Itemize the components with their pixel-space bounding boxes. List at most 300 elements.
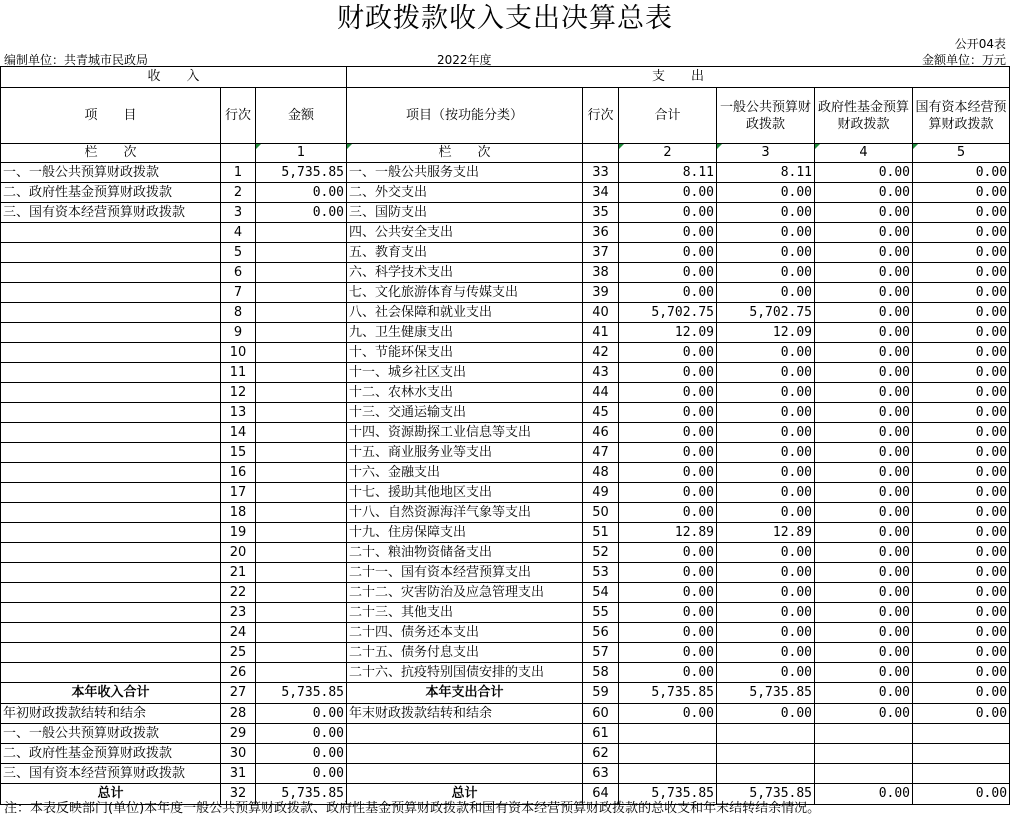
expense-total bbox=[619, 764, 717, 784]
expense-item: 二十五、债务付息支出 bbox=[347, 643, 583, 663]
income-item: 总计 bbox=[1, 784, 221, 805]
index-1: 1 bbox=[256, 144, 347, 163]
expense-state-capital: 0.00 bbox=[913, 463, 1010, 483]
expense-gov-fund: 0.00 bbox=[815, 583, 913, 603]
income-item: 三、国有资本经营预算财政拨款 bbox=[1, 764, 221, 784]
income-line-no: 7 bbox=[221, 283, 256, 303]
income-amount bbox=[256, 563, 347, 583]
col-header-func-item: 项目（按功能分类） bbox=[347, 88, 583, 144]
expense-item bbox=[347, 744, 583, 764]
expense-gov-fund: 0.00 bbox=[815, 383, 913, 403]
expense-line-no: 33 bbox=[583, 163, 619, 183]
income-amount bbox=[256, 403, 347, 423]
expense-gov-fund: 0.00 bbox=[815, 163, 913, 183]
expense-line-no: 60 bbox=[583, 704, 619, 724]
income-item: 一、一般公共预算财政拨款 bbox=[1, 724, 221, 744]
income-amount bbox=[256, 523, 347, 543]
table-row bbox=[1, 704, 1010, 724]
expense-item: 本年支出合计 bbox=[347, 683, 583, 704]
expense-item bbox=[347, 764, 583, 784]
income-line-no: 23 bbox=[221, 603, 256, 623]
income-item: 本年收入合计 bbox=[1, 683, 221, 704]
expense-general-budget: 12.89 bbox=[717, 523, 815, 543]
income-item: 三、国有资本经营预算财政拨款 bbox=[1, 203, 221, 223]
expense-item: 四、公共安全支出 bbox=[347, 223, 583, 243]
expense-total: 5,735.85 bbox=[619, 784, 717, 805]
table-row bbox=[1, 663, 1010, 683]
expense-item: 十、节能环保支出 bbox=[347, 343, 583, 363]
expense-general-budget: 0.00 bbox=[717, 203, 815, 223]
income-amount: 0.00 bbox=[256, 744, 347, 764]
expense-gov-fund bbox=[815, 744, 913, 764]
expense-line-no: 45 bbox=[583, 403, 619, 423]
income-amount: 0.00 bbox=[256, 764, 347, 784]
income-amount bbox=[256, 423, 347, 443]
income-amount: 5,735.85 bbox=[256, 163, 347, 183]
col-header-line2: 行次 bbox=[583, 88, 619, 144]
expense-total: 0.00 bbox=[619, 383, 717, 403]
table-row bbox=[1, 243, 1010, 263]
income-amount bbox=[256, 243, 347, 263]
expense-state-capital: 0.00 bbox=[913, 563, 1010, 583]
income-line-no: 18 bbox=[221, 503, 256, 523]
expense-state-capital: 0.00 bbox=[913, 203, 1010, 223]
table-row bbox=[1, 223, 1010, 243]
expense-item: 十九、住房保障支出 bbox=[347, 523, 583, 543]
expense-item: 九、卫生健康支出 bbox=[347, 323, 583, 343]
index-5: 5 bbox=[913, 144, 1010, 163]
expense-line-no: 57 bbox=[583, 643, 619, 663]
income-amount bbox=[256, 303, 347, 323]
index-row-blank-2 bbox=[583, 144, 619, 163]
table-row bbox=[1, 203, 1010, 223]
table-row bbox=[1, 263, 1010, 283]
expense-general-budget: 0.00 bbox=[717, 423, 815, 443]
expense-general-budget bbox=[717, 744, 815, 764]
income-item bbox=[1, 523, 221, 543]
expense-total: 0.00 bbox=[619, 583, 717, 603]
expense-general-budget: 0.00 bbox=[717, 223, 815, 243]
expense-item: 八、社会保障和就业支出 bbox=[347, 303, 583, 323]
income-line-no: 20 bbox=[221, 543, 256, 563]
expense-state-capital bbox=[913, 724, 1010, 744]
expense-line-no: 64 bbox=[583, 784, 619, 805]
income-item bbox=[1, 363, 221, 383]
expense-gov-fund: 0.00 bbox=[815, 343, 913, 363]
expense-line-no: 38 bbox=[583, 263, 619, 283]
expense-total: 0.00 bbox=[619, 603, 717, 623]
index-2: 2 bbox=[619, 144, 717, 163]
expense-total: 0.00 bbox=[619, 223, 717, 243]
expense-item bbox=[347, 724, 583, 744]
income-line-no: 21 bbox=[221, 563, 256, 583]
table-row bbox=[1, 683, 1010, 704]
expense-line-no: 37 bbox=[583, 243, 619, 263]
col-header-total: 合计 bbox=[619, 88, 717, 144]
expense-general-budget: 0.00 bbox=[717, 704, 815, 724]
expense-line-no: 63 bbox=[583, 764, 619, 784]
col-header-item: 项 目 bbox=[1, 88, 221, 144]
income-line-no: 31 bbox=[221, 764, 256, 784]
income-item bbox=[1, 463, 221, 483]
expense-state-capital: 0.00 bbox=[913, 483, 1010, 503]
expense-item: 十六、金融支出 bbox=[347, 463, 583, 483]
income-amount bbox=[256, 363, 347, 383]
expense-gov-fund: 0.00 bbox=[815, 683, 913, 704]
expense-general-budget: 0.00 bbox=[717, 183, 815, 203]
expense-item: 十三、交通运输支出 bbox=[347, 403, 583, 423]
income-line-no: 19 bbox=[221, 523, 256, 543]
expense-item: 二十三、其他支出 bbox=[347, 603, 583, 623]
expense-section-header: 支 出 bbox=[347, 67, 1010, 88]
income-amount bbox=[256, 603, 347, 623]
expense-total: 0.00 bbox=[619, 543, 717, 563]
fiscal-year: 2022年度 bbox=[437, 53, 492, 67]
expense-gov-fund: 0.00 bbox=[815, 183, 913, 203]
income-amount: 0.00 bbox=[256, 203, 347, 223]
income-item: 二、政府性基金预算财政拨款 bbox=[1, 744, 221, 764]
expense-general-budget: 0.00 bbox=[717, 563, 815, 583]
expense-general-budget: 0.00 bbox=[717, 283, 815, 303]
income-line-no: 5 bbox=[221, 243, 256, 263]
income-item bbox=[1, 383, 221, 403]
budget-summary-table bbox=[0, 66, 1010, 805]
expense-line-no: 61 bbox=[583, 724, 619, 744]
expense-state-capital: 0.00 bbox=[913, 383, 1010, 403]
income-item bbox=[1, 283, 221, 303]
expense-item: 十四、资源勘探工业信息等支出 bbox=[347, 423, 583, 443]
income-section-header: 收 入 bbox=[1, 67, 347, 88]
expense-item: 一、一般公共服务支出 bbox=[347, 163, 583, 183]
expense-general-budget bbox=[717, 724, 815, 744]
expense-state-capital: 0.00 bbox=[913, 443, 1010, 463]
income-item bbox=[1, 543, 221, 563]
expense-total: 0.00 bbox=[619, 483, 717, 503]
expense-gov-fund bbox=[815, 724, 913, 744]
income-item bbox=[1, 563, 221, 583]
expense-gov-fund: 0.00 bbox=[815, 303, 913, 323]
form-number: 公开04表 bbox=[954, 37, 1006, 51]
expense-item: 十七、援助其他地区支出 bbox=[347, 483, 583, 503]
expense-general-budget: 0.00 bbox=[717, 623, 815, 643]
income-item bbox=[1, 583, 221, 603]
expense-gov-fund: 0.00 bbox=[815, 363, 913, 383]
table-row bbox=[1, 383, 1010, 403]
expense-state-capital: 0.00 bbox=[913, 283, 1010, 303]
income-amount: 0.00 bbox=[256, 183, 347, 203]
expense-item: 二十、粮油物资储备支出 bbox=[347, 543, 583, 563]
table-row bbox=[1, 343, 1010, 363]
income-item bbox=[1, 663, 221, 683]
expense-item: 二十四、债务还本支出 bbox=[347, 623, 583, 643]
expense-line-no: 42 bbox=[583, 343, 619, 363]
expense-total: 0.00 bbox=[619, 343, 717, 363]
expense-total: 0.00 bbox=[619, 403, 717, 423]
index-row-label: 栏 次 bbox=[1, 144, 221, 163]
expense-gov-fund: 0.00 bbox=[815, 223, 913, 243]
expense-total: 0.00 bbox=[619, 623, 717, 643]
income-item bbox=[1, 323, 221, 343]
expense-total bbox=[619, 724, 717, 744]
table-row bbox=[1, 744, 1010, 764]
expense-state-capital: 0.00 bbox=[913, 363, 1010, 383]
col-header-fund: 政府性基金预算财政拨款 bbox=[815, 88, 913, 144]
expense-total: 12.09 bbox=[619, 323, 717, 343]
expense-item: 二、外交支出 bbox=[347, 183, 583, 203]
expense-total: 0.00 bbox=[619, 263, 717, 283]
expense-gov-fund bbox=[815, 764, 913, 784]
expense-gov-fund: 0.00 bbox=[815, 403, 913, 423]
expense-total: 0.00 bbox=[619, 183, 717, 203]
expense-line-no: 58 bbox=[583, 663, 619, 683]
income-amount bbox=[256, 443, 347, 463]
expense-line-no: 62 bbox=[583, 744, 619, 764]
expense-line-no: 52 bbox=[583, 543, 619, 563]
income-line-no: 4 bbox=[221, 223, 256, 243]
expense-state-capital: 0.00 bbox=[913, 623, 1010, 643]
expense-gov-fund: 0.00 bbox=[815, 243, 913, 263]
expense-gov-fund: 0.00 bbox=[815, 323, 913, 343]
expense-line-no: 59 bbox=[583, 683, 619, 704]
income-amount bbox=[256, 323, 347, 343]
income-line-no: 10 bbox=[221, 343, 256, 363]
expense-state-capital: 0.00 bbox=[913, 403, 1010, 423]
col-header-state: 国有资本经营预算财政拨款 bbox=[913, 88, 1010, 144]
expense-gov-fund: 0.00 bbox=[815, 283, 913, 303]
table-row bbox=[1, 523, 1010, 543]
table-row bbox=[1, 724, 1010, 744]
expense-general-budget: 5,702.75 bbox=[717, 303, 815, 323]
expense-general-budget: 0.00 bbox=[717, 583, 815, 603]
expense-general-budget: 0.00 bbox=[717, 343, 815, 363]
expense-general-budget: 0.00 bbox=[717, 543, 815, 563]
expense-line-no: 49 bbox=[583, 483, 619, 503]
income-item: 一、一般公共预算财政拨款 bbox=[1, 163, 221, 183]
income-item bbox=[1, 303, 221, 323]
income-amount bbox=[256, 543, 347, 563]
expense-total: 0.00 bbox=[619, 423, 717, 443]
income-line-no: 15 bbox=[221, 443, 256, 463]
expense-state-capital: 0.00 bbox=[913, 163, 1010, 183]
reporting-unit: 编制单位：共青城市民政局 bbox=[4, 53, 149, 67]
expense-total: 0.00 bbox=[619, 203, 717, 223]
income-line-no: 29 bbox=[221, 724, 256, 744]
table-row bbox=[1, 283, 1010, 303]
expense-state-capital: 0.00 bbox=[913, 263, 1010, 283]
expense-line-no: 50 bbox=[583, 503, 619, 523]
table-row bbox=[1, 323, 1010, 343]
expense-state-capital: 0.00 bbox=[913, 663, 1010, 683]
expense-state-capital: 0.00 bbox=[913, 543, 1010, 563]
expense-general-budget: 0.00 bbox=[717, 663, 815, 683]
expense-total: 12.89 bbox=[619, 523, 717, 543]
income-amount bbox=[256, 623, 347, 643]
expense-item: 三、国防支出 bbox=[347, 203, 583, 223]
footnote: 注：本表反映部门(单位)本年度一般公共预算财政拨款、政府性基金预算财政拨款和国有资本经营预算财政拨款的总收支和年末结转结余情况。 bbox=[4, 801, 821, 816]
expense-state-capital: 0.00 bbox=[913, 643, 1010, 663]
expense-gov-fund: 0.00 bbox=[815, 643, 913, 663]
expense-item: 十五、商业服务业等支出 bbox=[347, 443, 583, 463]
income-amount: 5,735.85 bbox=[256, 683, 347, 704]
income-item bbox=[1, 443, 221, 463]
expense-line-no: 43 bbox=[583, 363, 619, 383]
expense-gov-fund: 0.00 bbox=[815, 623, 913, 643]
table-row bbox=[1, 603, 1010, 623]
expense-total: 0.00 bbox=[619, 283, 717, 303]
expense-state-capital: 0.00 bbox=[913, 323, 1010, 343]
income-line-no: 17 bbox=[221, 483, 256, 503]
expense-total: 0.00 bbox=[619, 503, 717, 523]
income-line-no: 9 bbox=[221, 323, 256, 343]
income-line-no: 25 bbox=[221, 643, 256, 663]
table-row bbox=[1, 363, 1010, 383]
expense-line-no: 39 bbox=[583, 283, 619, 303]
table-row bbox=[1, 443, 1010, 463]
expense-state-capital: 0.00 bbox=[913, 423, 1010, 443]
income-line-no: 6 bbox=[221, 263, 256, 283]
expense-line-no: 40 bbox=[583, 303, 619, 323]
expense-line-no: 55 bbox=[583, 603, 619, 623]
col-header-general: 一般公共预算财政拨款 bbox=[717, 88, 815, 144]
expense-item: 总计 bbox=[347, 784, 583, 805]
table-row bbox=[1, 303, 1010, 323]
income-item bbox=[1, 423, 221, 443]
income-amount bbox=[256, 503, 347, 523]
expense-state-capital bbox=[913, 744, 1010, 764]
income-item bbox=[1, 403, 221, 423]
expense-state-capital: 0.00 bbox=[913, 784, 1010, 805]
expense-state-capital: 0.00 bbox=[913, 183, 1010, 203]
income-line-no: 13 bbox=[221, 403, 256, 423]
expense-gov-fund: 0.00 bbox=[815, 203, 913, 223]
table-row bbox=[1, 623, 1010, 643]
table-row bbox=[1, 583, 1010, 603]
expense-general-budget: 5,735.85 bbox=[717, 683, 815, 704]
income-item bbox=[1, 643, 221, 663]
income-amount bbox=[256, 263, 347, 283]
income-amount bbox=[256, 343, 347, 363]
expense-line-no: 34 bbox=[583, 183, 619, 203]
income-line-no: 2 bbox=[221, 183, 256, 203]
expense-gov-fund: 0.00 bbox=[815, 423, 913, 443]
expense-state-capital: 0.00 bbox=[913, 243, 1010, 263]
expense-state-capital: 0.00 bbox=[913, 704, 1010, 724]
index-4: 4 bbox=[815, 144, 913, 163]
expense-line-no: 47 bbox=[583, 443, 619, 463]
income-item bbox=[1, 263, 221, 283]
income-line-no: 1 bbox=[221, 163, 256, 183]
income-line-no: 24 bbox=[221, 623, 256, 643]
expense-gov-fund: 0.00 bbox=[815, 463, 913, 483]
expense-total: 0.00 bbox=[619, 443, 717, 463]
expense-gov-fund: 0.00 bbox=[815, 663, 913, 683]
expense-general-budget: 0.00 bbox=[717, 403, 815, 423]
expense-general-budget: 8.11 bbox=[717, 163, 815, 183]
table-row bbox=[1, 543, 1010, 563]
expense-item: 十一、城乡社区支出 bbox=[347, 363, 583, 383]
expense-gov-fund: 0.00 bbox=[815, 543, 913, 563]
expense-state-capital: 0.00 bbox=[913, 223, 1010, 243]
table-row bbox=[1, 423, 1010, 443]
expense-state-capital: 0.00 bbox=[913, 503, 1010, 523]
expense-state-capital bbox=[913, 764, 1010, 784]
income-amount bbox=[256, 643, 347, 663]
expense-state-capital: 0.00 bbox=[913, 583, 1010, 603]
expense-item: 六、科学技术支出 bbox=[347, 263, 583, 283]
income-amount bbox=[256, 283, 347, 303]
table-row bbox=[1, 403, 1010, 423]
income-amount bbox=[256, 583, 347, 603]
expense-line-no: 54 bbox=[583, 583, 619, 603]
index-3: 3 bbox=[717, 144, 815, 163]
table-row bbox=[1, 643, 1010, 663]
report-title: 财政拨款收入支出决算总表 bbox=[337, 3, 673, 34]
expense-general-budget: 0.00 bbox=[717, 463, 815, 483]
expense-general-budget: 0.00 bbox=[717, 263, 815, 283]
income-amount: 0.00 bbox=[256, 704, 347, 724]
expense-gov-fund: 0.00 bbox=[815, 603, 913, 623]
expense-total: 0.00 bbox=[619, 663, 717, 683]
expense-state-capital: 0.00 bbox=[913, 683, 1010, 704]
expense-line-no: 56 bbox=[583, 623, 619, 643]
income-line-no: 16 bbox=[221, 463, 256, 483]
expense-line-no: 44 bbox=[583, 383, 619, 403]
index-row-blank bbox=[221, 144, 256, 163]
income-item bbox=[1, 243, 221, 263]
income-line-no: 32 bbox=[221, 784, 256, 805]
col-header-line: 行次 bbox=[221, 88, 256, 144]
income-line-no: 12 bbox=[221, 383, 256, 403]
expense-line-no: 46 bbox=[583, 423, 619, 443]
expense-gov-fund: 0.00 bbox=[815, 704, 913, 724]
table-row bbox=[1, 483, 1010, 503]
expense-general-budget: 0.00 bbox=[717, 603, 815, 623]
expense-general-budget: 0.00 bbox=[717, 383, 815, 403]
income-line-no: 3 bbox=[221, 203, 256, 223]
income-item bbox=[1, 623, 221, 643]
expense-item: 二十六、抗疫特别国债安排的支出 bbox=[347, 663, 583, 683]
expense-general-budget: 0.00 bbox=[717, 483, 815, 503]
expense-item: 七、文化旅游体育与传媒支出 bbox=[347, 283, 583, 303]
income-item bbox=[1, 483, 221, 503]
expense-total bbox=[619, 744, 717, 764]
expense-general-budget: 0.00 bbox=[717, 443, 815, 463]
expense-gov-fund: 0.00 bbox=[815, 523, 913, 543]
expense-state-capital: 0.00 bbox=[913, 303, 1010, 323]
income-line-no: 30 bbox=[221, 744, 256, 764]
expense-state-capital: 0.00 bbox=[913, 343, 1010, 363]
expense-gov-fund: 0.00 bbox=[815, 503, 913, 523]
expense-item: 十八、自然资源海洋气象等支出 bbox=[347, 503, 583, 523]
expense-item: 二十二、灾害防治及应急管理支出 bbox=[347, 583, 583, 603]
expense-gov-fund: 0.00 bbox=[815, 263, 913, 283]
income-amount: 0.00 bbox=[256, 724, 347, 744]
expense-line-no: 35 bbox=[583, 203, 619, 223]
expense-gov-fund: 0.00 bbox=[815, 563, 913, 583]
expense-general-budget bbox=[717, 764, 815, 784]
income-line-no: 27 bbox=[221, 683, 256, 704]
table-row bbox=[1, 163, 1010, 183]
expense-gov-fund: 0.00 bbox=[815, 443, 913, 463]
expense-item: 二十一、国有资本经营预算支出 bbox=[347, 563, 583, 583]
income-item bbox=[1, 343, 221, 363]
income-item: 二、政府性基金预算财政拨款 bbox=[1, 183, 221, 203]
table-row bbox=[1, 563, 1010, 583]
expense-general-budget: 0.00 bbox=[717, 243, 815, 263]
expense-general-budget: 0.00 bbox=[717, 643, 815, 663]
index-row-label-2: 栏 次 bbox=[347, 144, 583, 163]
income-amount: 5,735.85 bbox=[256, 784, 347, 805]
